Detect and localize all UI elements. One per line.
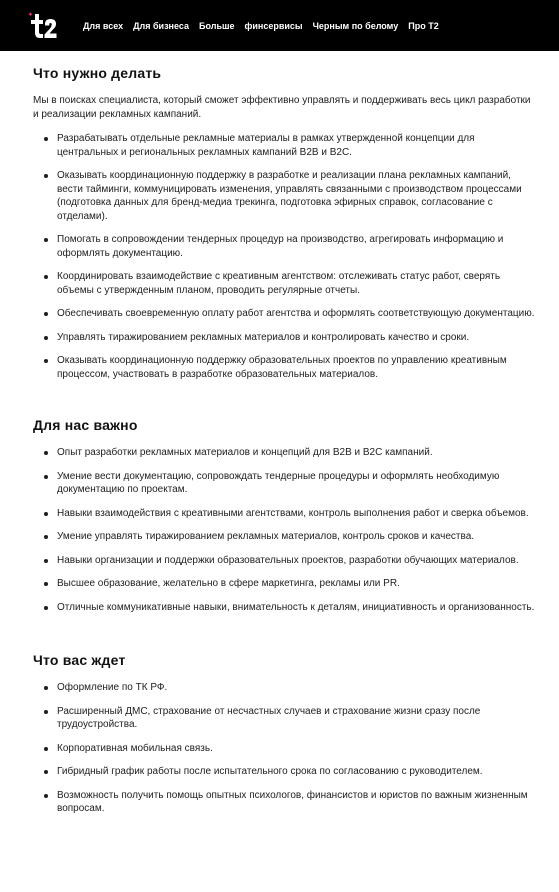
list-item-text: Навыки взаимодействия с креативными агентствами, контроль выполнения работ и сверка объемов. [57,507,529,519]
list-item [33,601,535,615]
bullet-icon [44,174,48,178]
bullet-icon [44,559,48,563]
list-item-text: Расширенный ДМС, страхование от несчастных случаев и страхование жизни сразу после трудоустройства. [57,705,481,730]
list-item [33,233,535,260]
main-nav [83,21,449,31]
nav-item-for-all[interactable]: Для всех [83,20,124,31]
bullet-icon [44,794,48,798]
section-title-duties: Что нужно делать [33,65,162,81]
list-item-text: Помогать в сопровождении тендерных процедур на производство, агрегировать информацию и оформлять документацию. [57,234,504,259]
bullet-icon [44,312,48,316]
bullet-icon [44,535,48,539]
list-item [33,331,535,345]
list-item-text: Высшее образование, желательно в сфере маркетинга, рекламы или PR. [57,578,400,589]
nav-item-finservices[interactable]: финсервисы [244,20,303,31]
bullet-icon [44,137,48,141]
bullet-icon [44,606,48,610]
bullet-icon [44,475,48,479]
list-item-text: Управлять тиражированием рекламных материалов и контролировать качество и сроки. [57,331,470,343]
section-title-requirements: Для нас важно [33,417,138,433]
t2-logo[interactable] [28,11,62,41]
list-item-text: Оказывать координационную поддержку в разработке и реализации плана рекламных кампаний, вести тайминги, коммуницировать изменения, управлять связанными с производством процессами (подготовка данных для бренд-медиа трекинга, подготовка эфирных справок, согласование с отделами). [57,170,522,222]
list-item-text: Умение вести документацию, сопровождать тендерные процедуры и оформлять необходимую документацию по проектам. [57,470,500,495]
list-item-text: Умение управлять тиражированием рекламных материалов, контроль сроков и качества. [57,531,475,542]
bullet-icon [44,747,48,751]
duties-list [33,132,535,381]
list-item [33,132,535,159]
list-item-text: Обеспечивать своевременную оплату работ агентства и оформлять соответствующую документацию. [57,308,535,319]
list-item-text: Гибридный график работы после испытательного срока по согласованию с руководителем. [57,766,483,777]
list-item [33,789,535,816]
list-item [33,577,535,591]
bullet-icon [44,238,48,242]
list-item-text: Корпоративная мобильная связь. [57,742,213,754]
section-title-benefits: Что вас ждет [33,652,126,668]
list-item-text: Навыки организации и поддержки образовательных проектов, разработки обучающих материалов. [57,554,519,566]
list-item [33,270,535,297]
list-item [33,742,535,756]
list-item-text: Отличные коммуникативные навыки, внимательность к деталям, инициативность и организованность. [57,601,535,613]
bullet-icon [44,512,48,516]
list-item-text: Опыт разработки рекламных материалов и концепций для B2B и B2C кампаний. [57,447,433,458]
bullet-icon [44,686,48,690]
bullet-icon [44,451,48,455]
benefits-list [33,681,535,816]
list-item [33,705,535,732]
bullet-icon [44,770,48,774]
list-item [33,470,535,497]
list-item [33,507,535,521]
list-item [33,169,535,223]
list-item-text: Возможность получить помощь опытных психологов, финансистов и юристов по важным жизненным вопросам. [57,789,528,814]
list-item-text: Разрабатывать отдельные рекламные материалы в рамках утвержденной концепции для центральных и региональных рекламных кампаний B2B и B2C. [57,133,475,158]
bullet-icon [44,710,48,714]
list-item-text: Оказывать координационную поддержку образовательных проектов по управлению креативным процессом, участвовать в разработке образовательных материалов. [57,355,507,380]
list-item [33,681,535,695]
bullet-icon [44,336,48,340]
list-item [33,554,535,568]
nav-item-about-t2[interactable]: Про Т2 [408,20,439,31]
list-item [33,307,535,321]
nav-item-black-on-white[interactable]: Черным по белому [312,20,399,31]
list-item-text: Оформление по ТК РФ. [57,682,168,693]
top-header [0,0,559,51]
bullet-icon [44,275,48,279]
bullet-icon [44,359,48,363]
nav-item-for-business[interactable]: Для бизнеса [133,20,189,31]
section-intro: Мы в поисках специалиста, который сможет эффективно управлять и поддерживать весь цикл разработки и реализации рекламных кампаний. [33,95,531,120]
list-item [33,446,535,460]
t2-logo-icon [28,11,62,41]
list-item [33,530,535,544]
requirements-list [33,446,535,614]
vacancy-content [0,65,559,816]
list-item-text: Координировать взаимодействие с креативным агентством: отслеживать статус работ, сверять объемы с утвержденным планом, проводить регулярные отчеты. [57,271,501,296]
nav-item-more[interactable]: Больше [198,20,235,31]
list-item [33,765,535,779]
bullet-icon [44,582,48,586]
list-item [33,354,535,381]
